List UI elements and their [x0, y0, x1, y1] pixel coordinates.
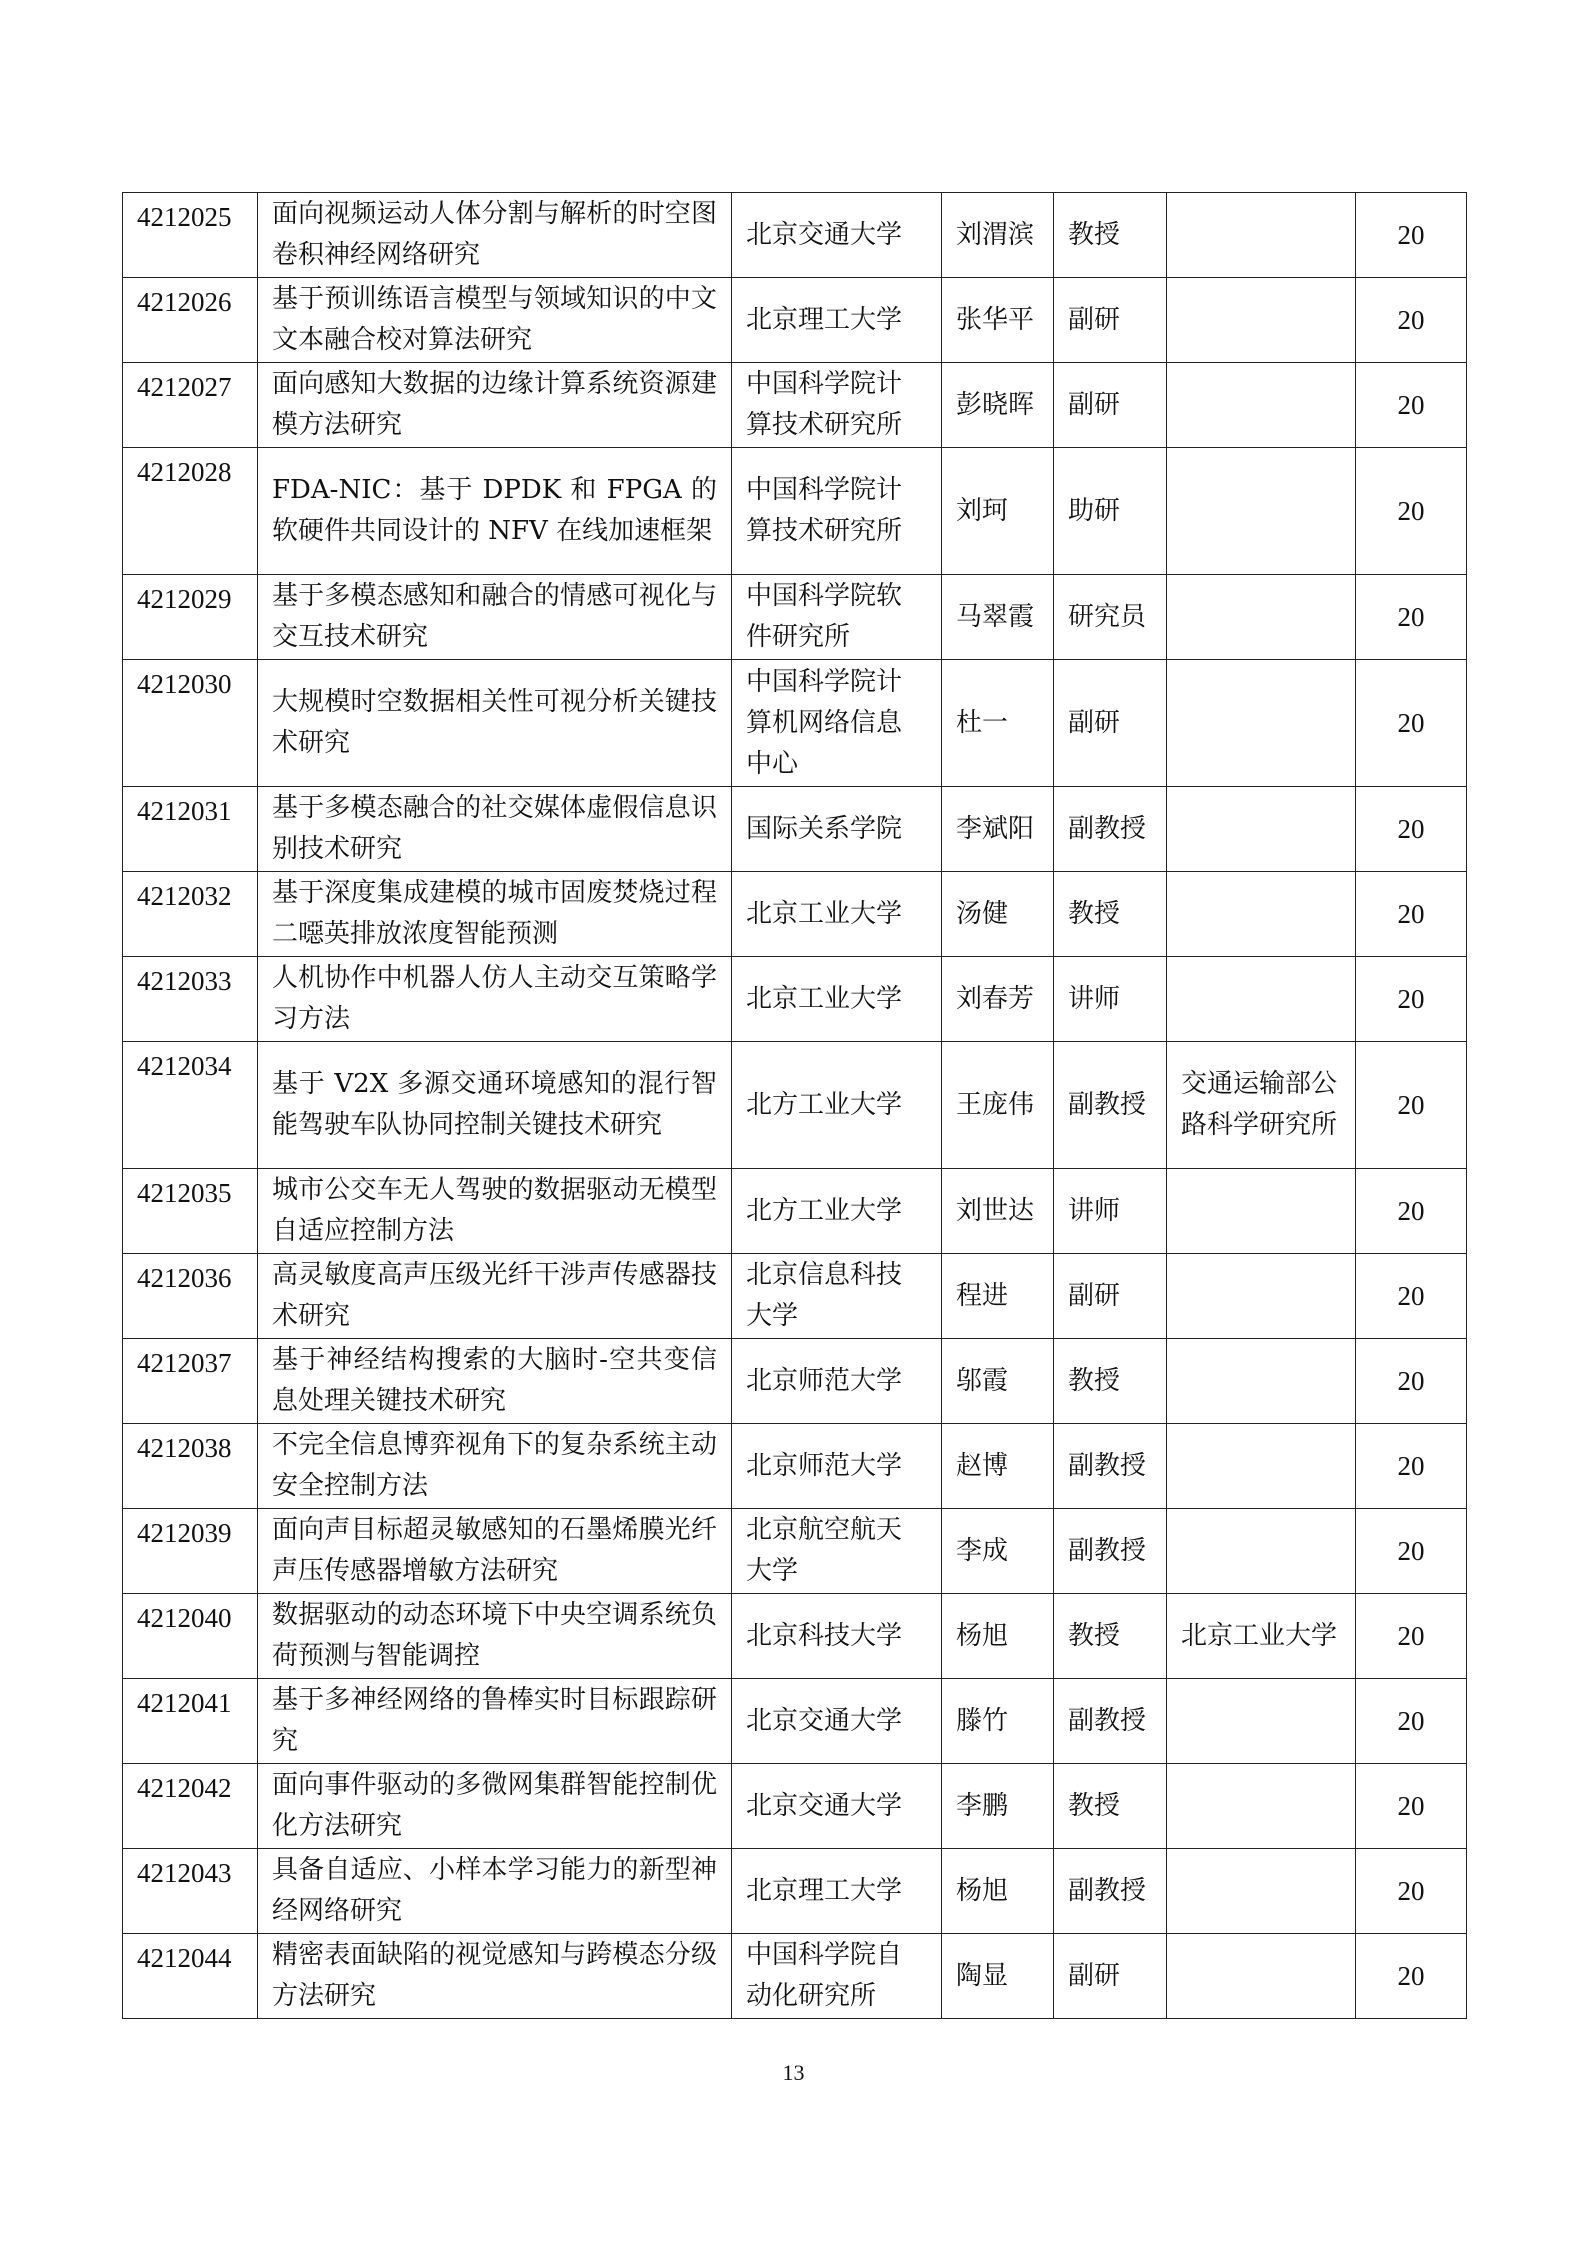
academic-rank: 讲师 — [1054, 1169, 1167, 1254]
institution: 中国科学院计算机网络信息中心 — [732, 660, 942, 787]
project-id: 4212025 — [123, 193, 258, 278]
institution: 北京交通大学 — [732, 1764, 942, 1849]
principal-investigator: 汤健 — [942, 872, 1054, 957]
principal-investigator: 陶显 — [942, 1934, 1054, 2019]
principal-investigator: 李斌阳 — [942, 787, 1054, 872]
funding-amount: 20 — [1356, 1254, 1467, 1339]
project-id: 4212041 — [123, 1679, 258, 1764]
partner-institution — [1167, 363, 1356, 448]
funding-amount: 20 — [1356, 278, 1467, 363]
institution: 国际关系学院 — [732, 787, 942, 872]
project-title: 具备自适应、小样本学习能力的新型神经网络研究 — [258, 1849, 732, 1934]
table-row — [123, 1042, 1467, 1169]
project-title: 基于神经结构搜索的大脑时-空共变信息处理关键技术研究 — [258, 1339, 732, 1424]
institution: 北京交通大学 — [732, 193, 942, 278]
project-title: 大规模时空数据相关性可视分析关键技术研究 — [258, 660, 732, 787]
academic-rank: 教授 — [1054, 193, 1167, 278]
principal-investigator: 马翠霞 — [942, 575, 1054, 660]
principal-investigator: 刘珂 — [942, 448, 1054, 575]
project-title: 基于深度集成建模的城市固废焚烧过程二噁英排放浓度智能预测 — [258, 872, 732, 957]
project-title: 高灵敏度高声压级光纤干涉声传感器技术研究 — [258, 1254, 732, 1339]
project-id: 4212027 — [123, 363, 258, 448]
funding-amount: 20 — [1356, 1594, 1467, 1679]
table-row — [123, 575, 1467, 660]
partner-institution — [1167, 787, 1356, 872]
institution: 北方工业大学 — [732, 1169, 942, 1254]
funding-amount: 20 — [1356, 575, 1467, 660]
academic-rank: 教授 — [1054, 1339, 1167, 1424]
table-row — [123, 1339, 1467, 1424]
project-title: 数据驱动的动态环境下中央空调系统负荷预测与智能调控 — [258, 1594, 732, 1679]
principal-investigator: 杜一 — [942, 660, 1054, 787]
table-row — [123, 660, 1467, 787]
principal-investigator: 邬霞 — [942, 1339, 1054, 1424]
institution: 中国科学院计算技术研究所 — [732, 363, 942, 448]
institution: 北京理工大学 — [732, 1849, 942, 1934]
project-id: 4212032 — [123, 872, 258, 957]
project-id: 4212033 — [123, 957, 258, 1042]
project-id: 4212036 — [123, 1254, 258, 1339]
table-row — [123, 787, 1467, 872]
principal-investigator: 杨旭 — [942, 1594, 1054, 1679]
partner-institution — [1167, 957, 1356, 1042]
principal-investigator: 李成 — [942, 1509, 1054, 1594]
institution: 中国科学院软件研究所 — [732, 575, 942, 660]
funding-amount: 20 — [1356, 448, 1467, 575]
principal-investigator: 王庞伟 — [942, 1042, 1054, 1169]
academic-rank: 讲师 — [1054, 957, 1167, 1042]
partner-institution — [1167, 448, 1356, 575]
principal-investigator: 杨旭 — [942, 1849, 1054, 1934]
institution: 北京信息科技大学 — [732, 1254, 942, 1339]
institution: 北京航空航天大学 — [732, 1509, 942, 1594]
funding-amount: 20 — [1356, 787, 1467, 872]
partner-institution — [1167, 278, 1356, 363]
funding-amount: 20 — [1356, 1042, 1467, 1169]
project-id: 4212044 — [123, 1934, 258, 2019]
institution: 北京交通大学 — [732, 1679, 942, 1764]
partner-institution — [1167, 1254, 1356, 1339]
project-id: 4212030 — [123, 660, 258, 787]
funding-amount: 20 — [1356, 1424, 1467, 1509]
project-table — [122, 192, 1467, 2019]
table-row — [123, 1679, 1467, 1764]
academic-rank: 助研 — [1054, 448, 1167, 575]
table-row — [123, 1764, 1467, 1849]
funding-amount: 20 — [1356, 363, 1467, 448]
principal-investigator: 滕竹 — [942, 1679, 1054, 1764]
project-title: 城市公交车无人驾驶的数据驱动无模型自适应控制方法 — [258, 1169, 732, 1254]
project-id: 4212034 — [123, 1042, 258, 1169]
institution: 北京师范大学 — [732, 1339, 942, 1424]
institution: 北京理工大学 — [732, 278, 942, 363]
academic-rank: 副研 — [1054, 278, 1167, 363]
project-id: 4212039 — [123, 1509, 258, 1594]
principal-investigator: 刘世达 — [942, 1169, 1054, 1254]
project-title: 人机协作中机器人仿人主动交互策略学习方法 — [258, 957, 732, 1042]
table-row — [123, 1594, 1467, 1679]
academic-rank: 副教授 — [1054, 1679, 1167, 1764]
partner-institution — [1167, 575, 1356, 660]
table-row — [123, 193, 1467, 278]
table-row — [123, 1169, 1467, 1254]
funding-amount: 20 — [1356, 1339, 1467, 1424]
funding-amount: 20 — [1356, 1849, 1467, 1934]
institution: 北方工业大学 — [732, 1042, 942, 1169]
project-title: 基于多模态融合的社交媒体虚假信息识别技术研究 — [258, 787, 732, 872]
table-row — [123, 363, 1467, 448]
partner-institution — [1167, 193, 1356, 278]
table-row — [123, 872, 1467, 957]
principal-investigator: 刘春芳 — [942, 957, 1054, 1042]
funding-amount: 20 — [1356, 193, 1467, 278]
project-title: 面向声目标超灵敏感知的石墨烯膜光纤声压传感器增敏方法研究 — [258, 1509, 732, 1594]
project-id: 4212038 — [123, 1424, 258, 1509]
institution: 北京工业大学 — [732, 872, 942, 957]
partner-institution — [1167, 1509, 1356, 1594]
funding-amount: 20 — [1356, 660, 1467, 787]
project-title: 基于多模态感知和融合的情感可视化与交互技术研究 — [258, 575, 732, 660]
partner-institution — [1167, 1424, 1356, 1509]
institution: 中国科学院计算技术研究所 — [732, 448, 942, 575]
project-title: 基于预训练语言模型与领域知识的中文文本融合校对算法研究 — [258, 278, 732, 363]
academic-rank: 副教授 — [1054, 1424, 1167, 1509]
principal-investigator: 刘渭滨 — [942, 193, 1054, 278]
table-row — [123, 1934, 1467, 2019]
partner-institution: 北京工业大学 — [1167, 1594, 1356, 1679]
institution: 北京师范大学 — [732, 1424, 942, 1509]
project-title: 不完全信息博弈视角下的复杂系统主动安全控制方法 — [258, 1424, 732, 1509]
table-row — [123, 1509, 1467, 1594]
table-body — [123, 193, 1467, 2019]
project-id: 4212037 — [123, 1339, 258, 1424]
academic-rank: 副研 — [1054, 660, 1167, 787]
project-title: 精密表面缺陷的视觉感知与跨模态分级方法研究 — [258, 1934, 732, 2019]
partner-institution — [1167, 660, 1356, 787]
project-id: 4212029 — [123, 575, 258, 660]
project-title: 基于 V2X 多源交通环境感知的混行智能驾驶车队协同控制关键技术研究 — [258, 1042, 732, 1169]
academic-rank: 教授 — [1054, 1594, 1167, 1679]
partner-institution — [1167, 872, 1356, 957]
project-id: 4212040 — [123, 1594, 258, 1679]
institution: 中国科学院自动化研究所 — [732, 1934, 942, 2019]
principal-investigator: 张华平 — [942, 278, 1054, 363]
partner-institution — [1167, 1849, 1356, 1934]
project-title: 面向视频运动人体分割与解析的时空图卷积神经网络研究 — [258, 193, 732, 278]
project-id: 4212042 — [123, 1764, 258, 1849]
institution: 北京工业大学 — [732, 957, 942, 1042]
academic-rank: 教授 — [1054, 872, 1167, 957]
project-id: 4212028 — [123, 448, 258, 575]
institution: 北京科技大学 — [732, 1594, 942, 1679]
academic-rank: 研究员 — [1054, 575, 1167, 660]
academic-rank: 副教授 — [1054, 1849, 1167, 1934]
funding-amount: 20 — [1356, 1679, 1467, 1764]
project-title: 面向感知大数据的边缘计算系统资源建模方法研究 — [258, 363, 732, 448]
partner-institution — [1167, 1169, 1356, 1254]
page-number: 13 — [782, 2060, 805, 2085]
funding-amount: 20 — [1356, 1934, 1467, 2019]
partner-institution — [1167, 1934, 1356, 2019]
principal-investigator: 赵博 — [942, 1424, 1054, 1509]
academic-rank: 副教授 — [1054, 1042, 1167, 1169]
table-row — [123, 1849, 1467, 1934]
partner-institution — [1167, 1679, 1356, 1764]
funding-amount: 20 — [1356, 1169, 1467, 1254]
project-title: 面向事件驱动的多微网集群智能控制优化方法研究 — [258, 1764, 732, 1849]
project-title: 基于多神经网络的鲁棒实时目标跟踪研究 — [258, 1679, 732, 1764]
table-row — [123, 957, 1467, 1042]
funding-amount: 20 — [1356, 1509, 1467, 1594]
project-id: 4212035 — [123, 1169, 258, 1254]
funding-amount: 20 — [1356, 1764, 1467, 1849]
academic-rank: 教授 — [1054, 1764, 1167, 1849]
funding-amount: 20 — [1356, 872, 1467, 957]
table-row — [123, 1254, 1467, 1339]
table-row — [123, 448, 1467, 575]
funding-amount: 20 — [1356, 957, 1467, 1042]
partner-institution — [1167, 1764, 1356, 1849]
project-title: FDA-NIC：基于 DPDK 和 FPGA 的软硬件共同设计的 NFV 在线加速框架 — [258, 448, 732, 575]
academic-rank: 副研 — [1054, 1934, 1167, 2019]
principal-investigator: 彭晓晖 — [942, 363, 1054, 448]
partner-institution — [1167, 1339, 1356, 1424]
principal-investigator: 程进 — [942, 1254, 1054, 1339]
project-id: 4212031 — [123, 787, 258, 872]
partner-institution: 交通运输部公路科学研究所 — [1167, 1042, 1356, 1169]
academic-rank: 副教授 — [1054, 787, 1167, 872]
principal-investigator: 李鹏 — [942, 1764, 1054, 1849]
academic-rank: 副研 — [1054, 363, 1167, 448]
academic-rank: 副教授 — [1054, 1509, 1167, 1594]
academic-rank: 副研 — [1054, 1254, 1167, 1339]
project-id: 4212026 — [123, 278, 258, 363]
table-row — [123, 278, 1467, 363]
table-row — [123, 1424, 1467, 1509]
project-id: 4212043 — [123, 1849, 258, 1934]
